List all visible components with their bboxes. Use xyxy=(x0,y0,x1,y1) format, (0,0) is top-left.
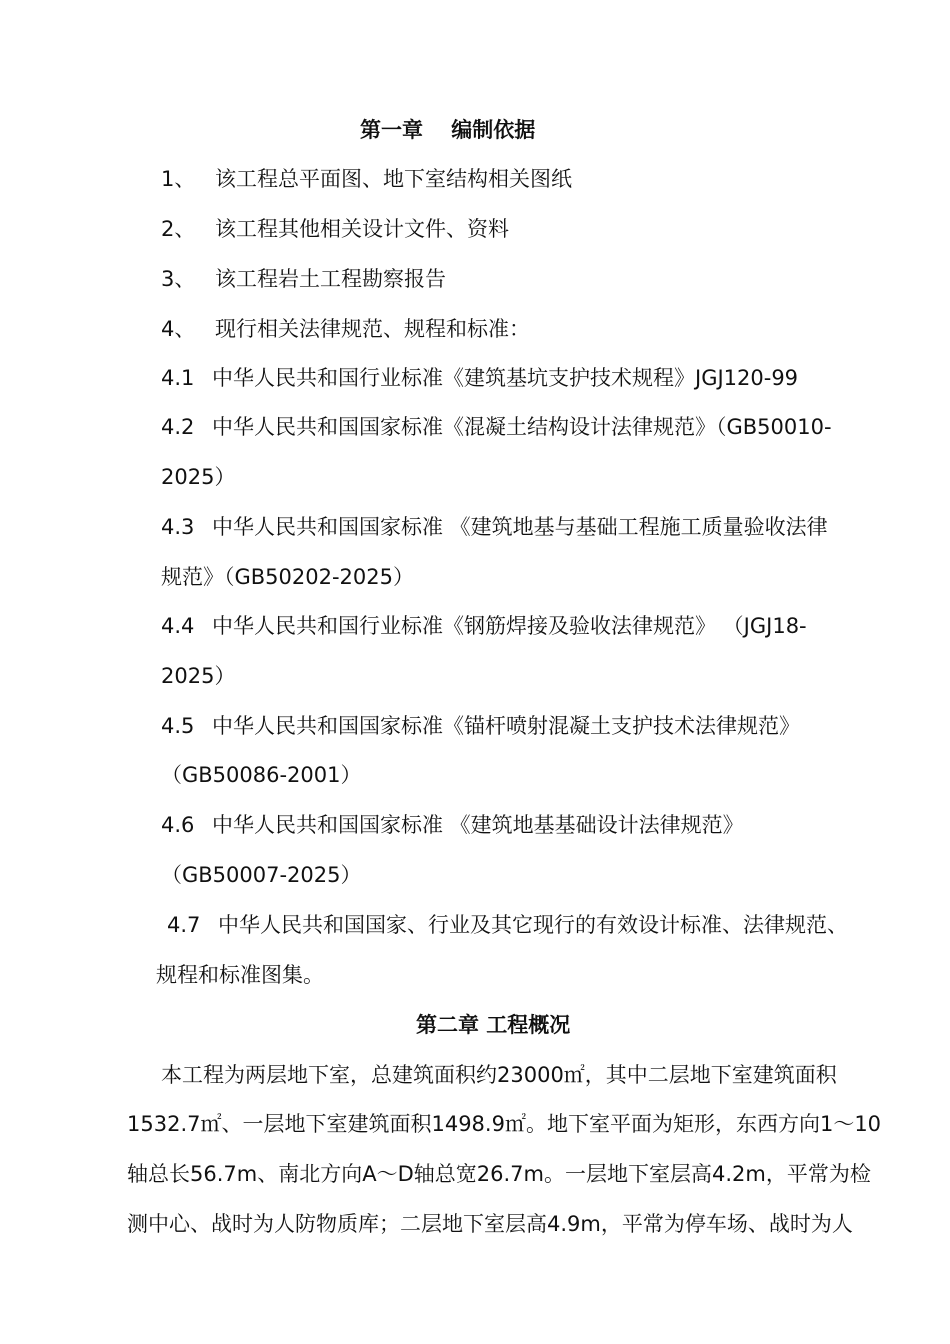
standard-4-5 xyxy=(161,712,800,740)
basis-item-3 xyxy=(161,265,446,293)
standard-number: 4.5 xyxy=(161,714,195,738)
overview-paragraph-line-3: 轴总长56.7m、南北方向A～D轴总宽26.7m。一层地下室层高4.2m，平常为检 xyxy=(127,1162,871,1186)
basis-item-1 xyxy=(161,165,572,193)
standard-4-3-continued: 规范》（GB50202-2025） xyxy=(161,565,415,589)
item-number: 2、 xyxy=(161,217,196,241)
chapter1-title: 第一章 编制依据 xyxy=(360,118,536,142)
chapter2-title: 第二章 工程概况 xyxy=(416,1013,571,1037)
standard-text: 中华人民共和国国家、行业及其它现行的有效设计标准、法律规范、 xyxy=(218,913,848,937)
standard-number: 4.1 xyxy=(161,366,195,390)
standard-text: 中华人民共和国国家标准 《建筑地基与基础工程施工质量验收法律 xyxy=(212,515,828,539)
standard-number: 4.3 xyxy=(161,515,195,539)
item-text: 该工程总平面图、地下室结构相关图纸 xyxy=(215,167,572,191)
standard-4-5-continued: （GB50086-2001） xyxy=(161,763,362,787)
overview-paragraph-line-2: 1532.7㎡、一层地下室建筑面积1498.9㎡。地下室平面为矩形，东西方向1～10 xyxy=(127,1112,882,1136)
standard-4-7-continued: 规程和标准图集。 xyxy=(156,963,324,987)
item-number: 3、 xyxy=(161,267,196,291)
standard-number: 4.2 xyxy=(161,415,195,439)
overview-paragraph-line-1: 本工程为两层地下室，总建筑面积约23000㎡，其中二层地下室建筑面积 xyxy=(161,1063,837,1087)
item-text: 现行相关法律规范、规程和标准： xyxy=(215,317,530,341)
standard-4-3 xyxy=(161,513,828,541)
item-text: 该工程其他相关设计文件、资料 xyxy=(215,217,509,241)
item-number: 4、 xyxy=(161,317,196,341)
standard-4-1 xyxy=(161,364,798,392)
standard-4-4 xyxy=(161,612,807,640)
standard-number: 4.6 xyxy=(161,813,195,837)
standard-4-2-continued: 2025） xyxy=(161,465,236,489)
overview-paragraph-line-4: 测中心、战时为人防物质库；二层地下室层高4.9m，平常为停车场、战时为人 xyxy=(127,1212,853,1236)
standard-4-7 xyxy=(167,911,848,939)
item-text: 该工程岩土工程勘察报告 xyxy=(215,267,446,291)
standard-4-2 xyxy=(161,413,832,441)
standard-text: 中华人民共和国国家标准《锚杆喷射混凝土支护技术法律规范》 xyxy=(212,714,800,738)
standard-text: 中华人民共和国国家标准 《建筑地基基础设计法律规范》 xyxy=(212,813,744,837)
standard-4-6-continued: （GB50007-2025） xyxy=(161,863,362,887)
standard-4-4-continued: 2025） xyxy=(161,664,236,688)
standard-text: 中华人民共和国国家标准《混凝土结构设计法律规范》（GB50010- xyxy=(212,415,832,439)
basis-item-4 xyxy=(161,315,530,343)
basis-item-2 xyxy=(161,215,509,243)
item-number: 1、 xyxy=(161,167,196,191)
standard-number: 4.4 xyxy=(161,614,195,638)
standard-text: 中华人民共和国行业标准《建筑基坑支护技术规程》JGJ120-99 xyxy=(212,366,799,390)
standard-number: 4.7 xyxy=(167,913,201,937)
standard-text: 中华人民共和国行业标准《钢筋焊接及验收法律规范》 （JGJ18- xyxy=(212,614,807,638)
standard-4-6 xyxy=(161,811,744,839)
